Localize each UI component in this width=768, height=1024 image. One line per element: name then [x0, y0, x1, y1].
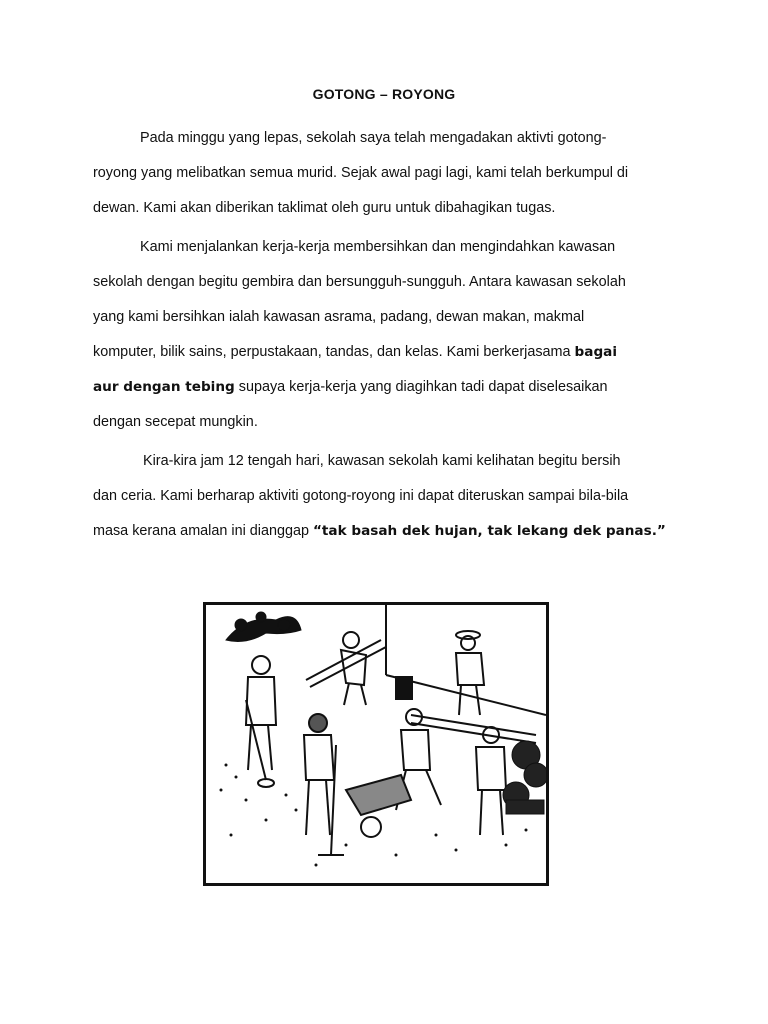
- worker-sweeping: [341, 632, 366, 705]
- text-line: dengan secepat mungkin.: [93, 414, 258, 430]
- worker-trimmer: [246, 656, 276, 787]
- paragraph-1: [93, 121, 675, 226]
- text-line: royong yang melibatkan semua murid. Sejak awal pagi lagi, kami telah berkumpul di: [93, 165, 629, 181]
- page-title: GOTONG – ROYONG: [312, 86, 456, 102]
- worker-rake: [304, 714, 344, 855]
- quote-bold: “tak basah dek hujan, tak lekang dek panas.”: [313, 523, 666, 539]
- text-segment: supaya kerja-kerja yang diagihkan tadi dapat diselesaikan: [234, 379, 608, 395]
- text-line: dan ceria. Kami berharap aktiviti gotong-royong ini dapat diteruskan sampai bila-bila: [93, 488, 629, 504]
- idiom-bold: bagai: [574, 344, 618, 360]
- tree-branch: [226, 612, 301, 641]
- text-line: [93, 514, 675, 549]
- text-line: Kami menjalankan kerja-kerja membersihkan dan mengindahkan kawasan: [140, 239, 616, 255]
- text-segment: komputer, bilik sains, perpustakaan, tandas, dan kelas. Kami berkerjasama: [93, 344, 575, 360]
- text-line: Kira-kira jam 12 tengah hari, kawasan sekolah kami kelihatan begitu bersih: [143, 453, 621, 469]
- document-body: [93, 121, 675, 553]
- bush: [503, 741, 546, 814]
- text-segment: masa kerana amalan ini dianggap: [93, 523, 313, 539]
- worker-wheelbarrow: [346, 709, 441, 837]
- illustration-drawing: [206, 605, 546, 883]
- text-line: Pada minggu yang lepas, sekolah saya telah mengadakan aktivti gotong-: [140, 130, 607, 146]
- text-line: sekolah dengan begitu gembira dan bersungguh-sungguh. Antara kawasan sekolah: [93, 274, 626, 290]
- text-line: yang kami bersihkan ialah kawasan asrama, padang, dewan makan, makmal: [93, 309, 585, 325]
- text-line: dewan. Kami akan diberikan taklimat oleh guru untuk dibahagikan tugas.: [93, 200, 556, 216]
- paragraph-3: [93, 444, 675, 549]
- building-wall: [306, 605, 546, 743]
- worker-broom: [456, 631, 484, 715]
- paragraph-2: [93, 230, 675, 440]
- trash-bin: [396, 677, 412, 699]
- text-line: [93, 370, 675, 405]
- text-line: [93, 335, 675, 370]
- idiom-bold: aur dengan tebing: [93, 379, 235, 395]
- worker-pruning: [476, 727, 506, 835]
- gotong-royong-illustration: [203, 602, 549, 886]
